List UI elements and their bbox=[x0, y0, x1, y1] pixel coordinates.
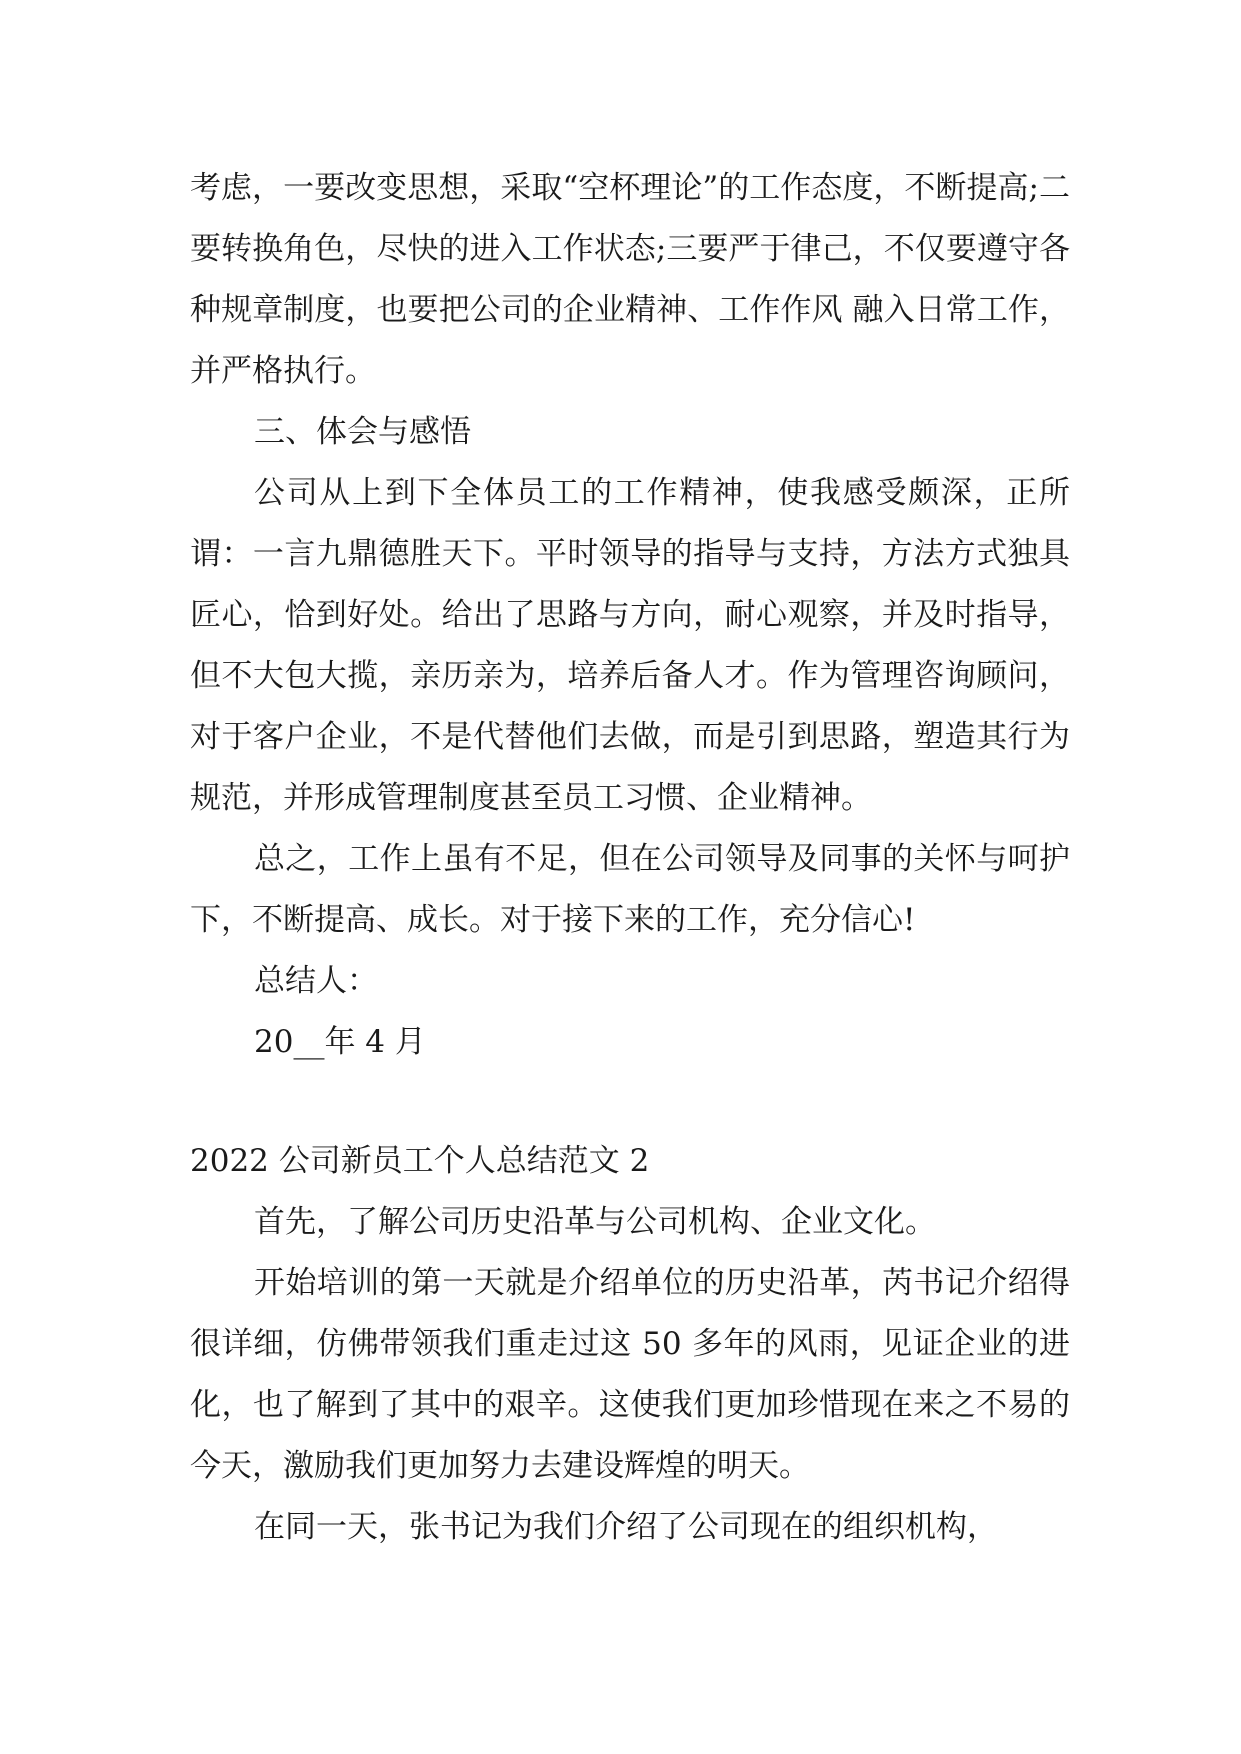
paragraph-training-day-one: 开始培训的第一天就是介绍单位的历史沿革，芮书记介绍得很详细，仿佛带领我们重走过这 50 多年的风雨，见证企业的进化，也了解到了其中的艰辛。这使我们更加珍惜现在来之不易的今天，激励我们更加努力去建设辉煌的明天。 bbox=[190, 1265, 1070, 1484]
section-spacer bbox=[190, 1073, 1070, 1131]
date-line: 20__年 4 月 bbox=[254, 1024, 426, 1060]
document-body bbox=[190, 158, 1070, 1558]
section-title: 2022 公司新员工个人总结范文 2 bbox=[190, 1143, 650, 1179]
signature-label: 总结人： bbox=[254, 963, 378, 999]
paragraph-conclusion: 总之，工作上虽有不足，但在公司领导及同事的关怀与呵护下，不断提高、成长。对于接下来的工作，充分信心! bbox=[190, 841, 1070, 938]
paragraph-continuation: 考虑，一要改变思想，采取“空杯理论”的工作态度，不断提高;二要转换角色，尽快的进入工作状态;三要严于律己，不仅要遵守各种规章制度，也要把公司的企业精神、工作作风 融入日常工作，并严格执行。 bbox=[190, 170, 1070, 389]
paragraph-same-day: 在同一天，张书记为我们介绍了公司现在的组织机构， bbox=[254, 1509, 998, 1545]
paragraph-first: 首先，了解公司历史沿革与公司机构、企业文化。 bbox=[254, 1204, 936, 1240]
paragraph-experience: 公司从上到下全体员工的工作精神，使我感受颇深，正所谓：一言九鼎德胜天下。平时领导的指导与支持，方法方式独具匠心，恰到好处。给出了思路与方向，耐心观察，并及时指导，但不大包大揽，亲历亲为，培养后备人才。作为管理咨询顾问，对于客户企业，不是代替他们去做，而是引到思路，塑造其行为规范，并形成管理制度甚至员工习惯、企业精神。 bbox=[190, 475, 1070, 816]
section-heading-three: 三、体会与感悟 bbox=[254, 414, 471, 450]
